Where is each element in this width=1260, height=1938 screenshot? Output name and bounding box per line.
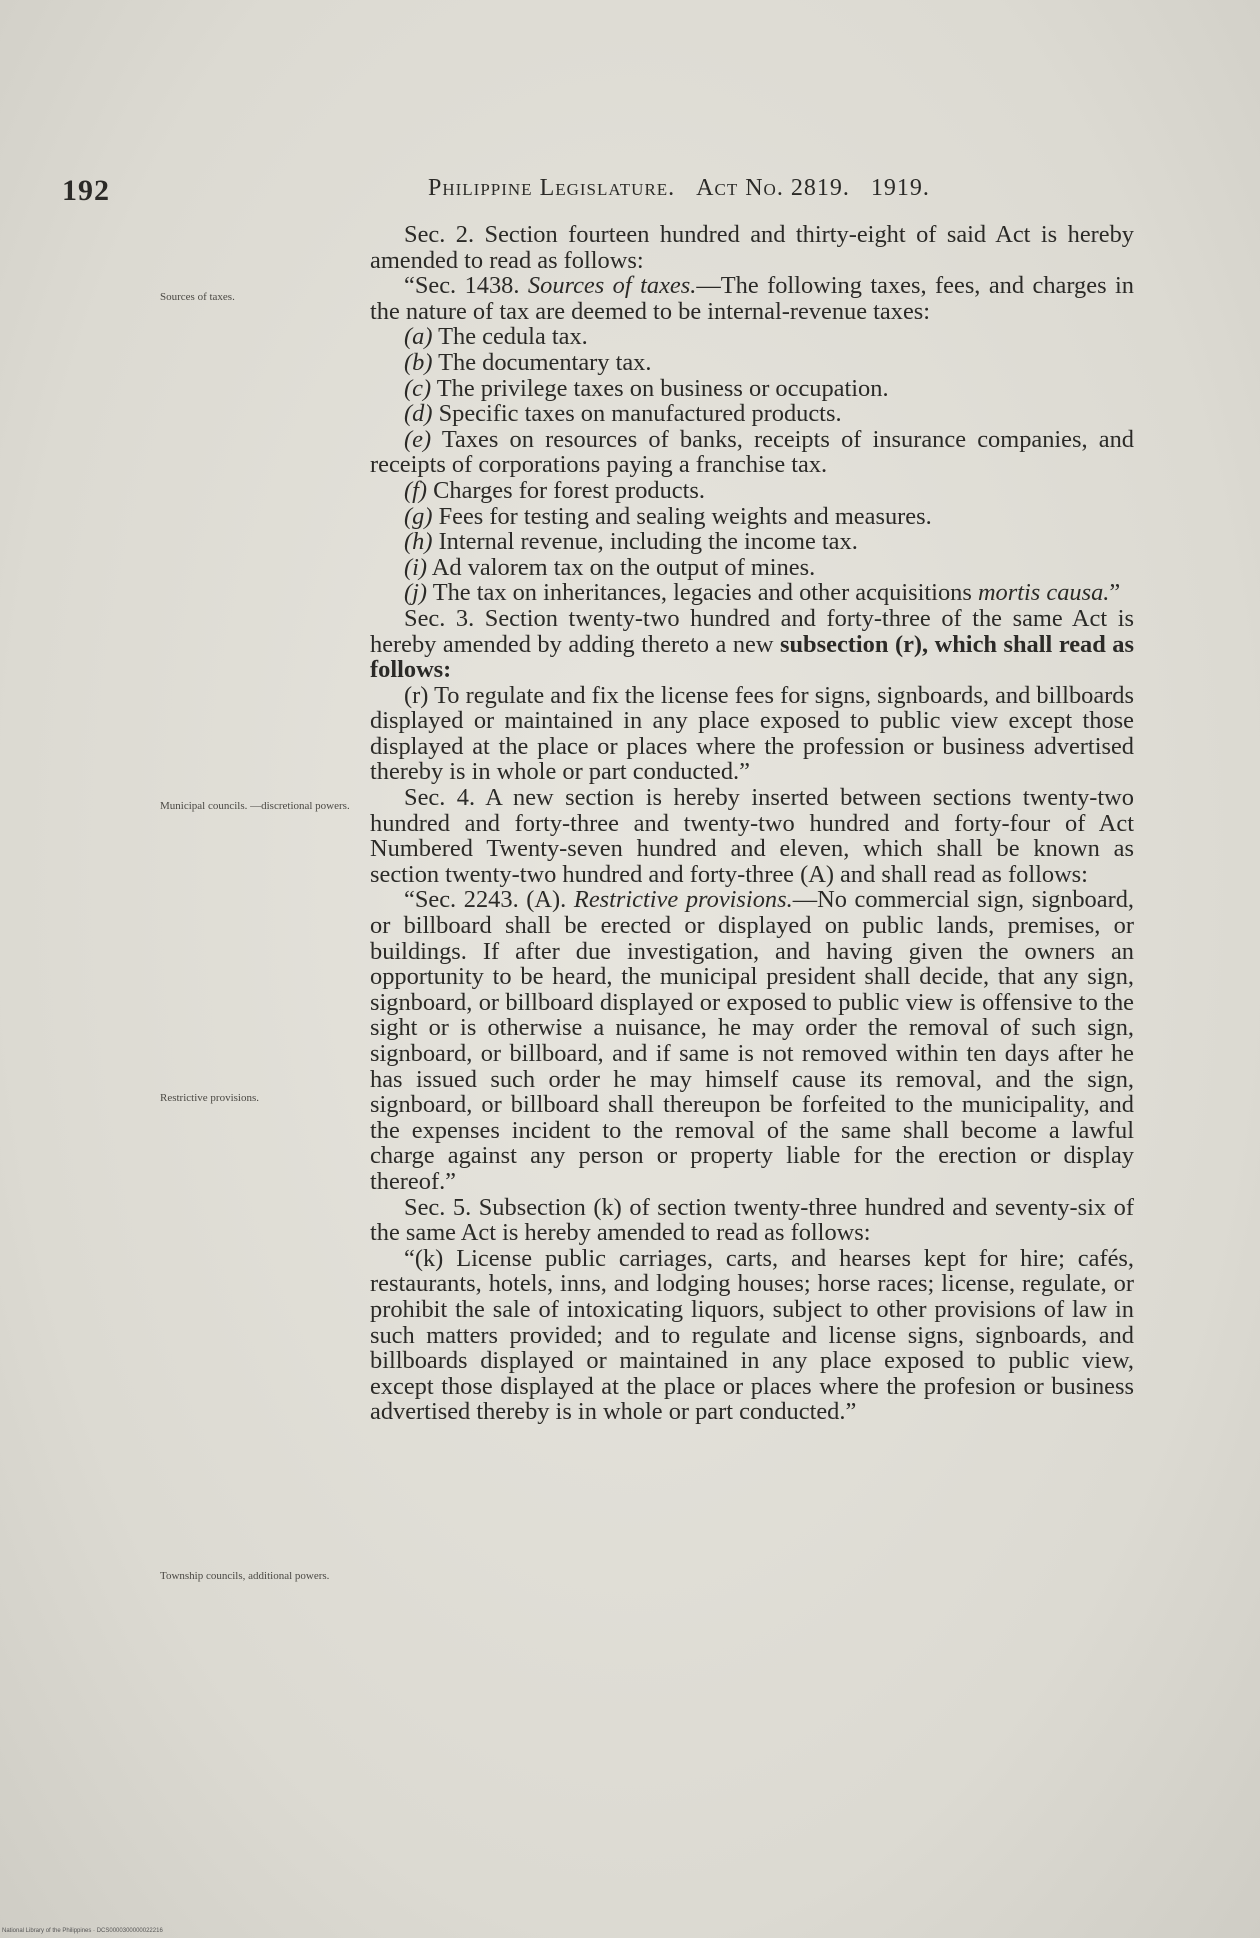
item-letter: (j) [404,579,428,607]
margin-note-municipal: Municipal councils. —discretional powers. [160,800,350,812]
item-letter: (d) [404,400,433,428]
margin-note-sources: Sources of taxes. [160,291,235,303]
sec5-intro: Sec. 5. Subsection (k) of section twenty-three hundred and seventy-six of the same Act is hereby amended to read as follows: [370,1193,1134,1247]
item-text: The tax on inheritances, legacies and other acquisitions [432,579,972,607]
item-text: The cedula tax. [438,323,588,351]
sec1438-paragraph [370,273,1134,324]
sec2243a-number: “Sec. 2243. (A). [404,886,567,914]
item-text: Internal revenue, including the income tax. [438,528,858,556]
running-head-act: Act No. 2819. [696,175,850,201]
body-text [370,222,1134,1425]
sec3-intro-bold: subsection (r), which shall read as follows: [370,630,1134,684]
sec2243a-title: Restrictive provisions. [573,886,793,914]
item-letter: (b) [404,348,433,376]
sec5-subsection: “(k) License public carriages, carts, and hearses kept for hire; cafés, restaurants, hotels, inns, and lodging houses; horse races; license, regulate, or prohibit the sale of intoxicating liquors, subject to other provisions of law in such matters provided; and to regulate and license signs, signboards, and billboards displayed or maintained in any place exposed to public view, except those displayed at the place or places where the profesion or business advertised thereby is in whole or part conducted.” [370,1244,1134,1426]
list-item [370,350,1134,376]
running-head-year: 1919. [870,175,930,201]
item-closing-quote: ” [1109,579,1121,607]
item-letter: (g) [404,502,433,530]
margin-note-township: Township councils, additional powers. [160,1570,330,1582]
sec2243a-text: —No commercial sign, signboard, or billboard shall be erected or displayed on public lands, premises, or buildings. If after due investigation, and having given the owners an opportunity to be heard, the municipal president shall decide, that any sign, signboard, or billboard displayed or exposed to public view is offensive to the sight or is otherwise a nuisance, he may order the removal of such sign, signboard, or billboard, and if same is not removed within ten days after he has issued such order he may himself cause its removal, and the sign, signboard, or billboard shall thereupon be forfeited to the municipality, and the expenses incident to the removal of the same shall become a lawful charge against any person or property liable for the erection or display thereof.” [370,886,1134,1195]
list-item [370,478,1134,504]
sec1438-title: Sources of taxes. [527,272,697,300]
margin-note-restrictive: Restrictive provisions. [160,1092,259,1104]
item-letter: (f) [404,476,428,504]
item-text: Fees for testing and sealing weights and measures. [438,502,932,530]
sec3-intro-text: Sec. 3. Section twenty-two hundred and forty-three of the same Act is hereby amended by adding thereto a new [370,604,1134,658]
item-text: The privilege taxes on business or occupation. [436,374,889,402]
item-text: Ad valorem tax on the output of mines. [431,553,816,581]
item-letter: (e) [404,425,432,453]
list-item [370,504,1134,530]
list-item [370,529,1134,555]
item-italic-phrase: mortis causa. [977,579,1110,607]
item-text: Charges for forest products. [433,476,705,504]
running-head [428,175,930,202]
sec3-subsection: (r) To regulate and fix the license fees for signs, signboards, and billboards displayed or maintained in any place exposed to public view except those displayed at the place or places where the profession or business advertised thereby is in whole or part conducted.” [370,681,1134,786]
item-letter: (h) [404,528,433,556]
running-head-title: Philippine Legislature. [428,175,676,201]
sec2-intro: Sec. 2. Section fourteen hundred and thirty-eight of said Act is hereby amended to read as follows: [370,221,1134,274]
sec4-intro: Sec. 4. A new section is hereby inserted between sections twenty-two hundred and forty-three and twenty-two hundred and forty-four of Act Numbered Twenty-seven hundred and eleven, which shall be known as section twenty-two hundred and forty-three (A) and shall read as follows: [370,784,1134,888]
sec1438-number: “Sec. 1438. [404,272,520,300]
item-text: Specific taxes on manufactured products. [438,400,842,428]
item-letter: (a) [404,323,433,351]
item-letter: (i) [404,553,428,581]
page-number: 192 [62,174,110,207]
list-item [370,427,1134,478]
list-item [370,324,1134,350]
list-item [370,376,1134,402]
sec1438-text: —The following taxes, fees, and charges in the nature of tax are deemed to be internal-revenue taxes: [370,272,1134,325]
item-letter: (c) [404,374,432,402]
sec3-intro [370,606,1134,683]
list-item [370,580,1134,606]
item-text: The documentary tax. [438,348,652,376]
list-item [370,555,1134,581]
scan-footer: National Library of the Philippines · DCS0000300000022216 [2,1928,163,1934]
item-text: Taxes on resources of banks, receipts of insurance companies, and receipts of corporations paying a franchise tax. [370,425,1134,479]
sec2243a-paragraph [370,887,1134,1194]
list-item [370,401,1134,427]
